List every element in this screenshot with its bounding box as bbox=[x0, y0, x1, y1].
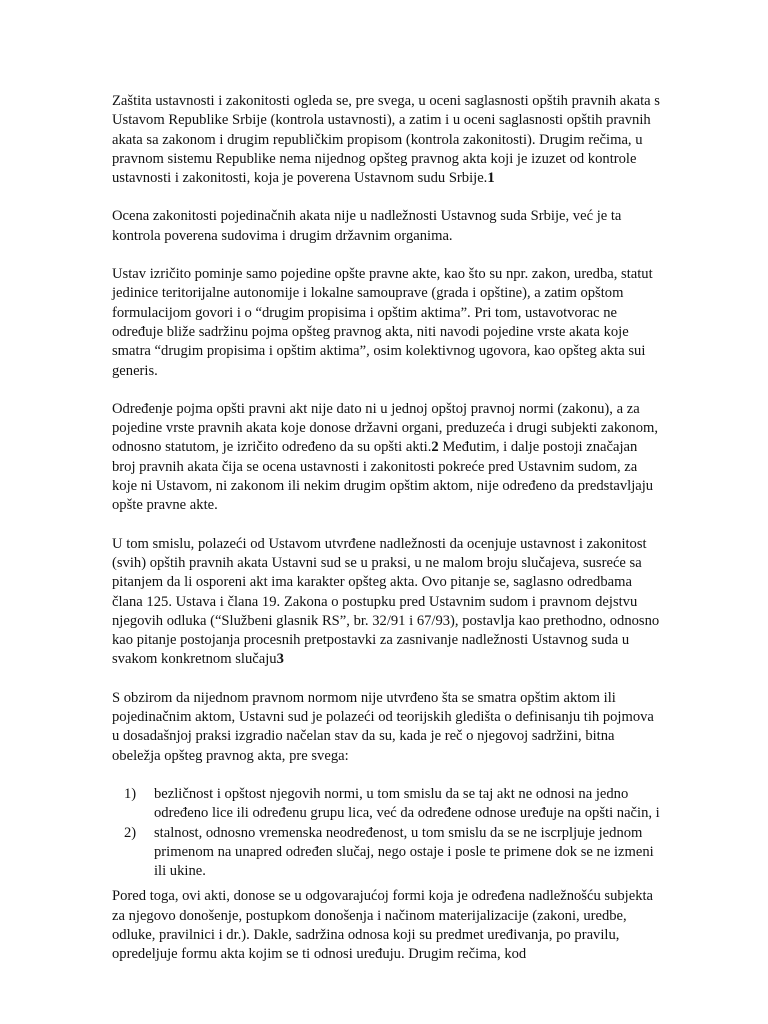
paragraph-4-text-a: Određenje pojma opšti pravni akt nije dato ni u jednoj opštoj pravnoj normi (zakonu), a za pojedine vrste pravnih akata koje donose državni organi, preduzeća i drugi subjekti zakonom, odnosno statutom, je izričito određeno da su opšti akti. bbox=[112, 400, 659, 456]
footnote-ref-3[interactable]: 3 bbox=[276, 651, 284, 668]
paragraph-1 bbox=[112, 92, 664, 188]
paragraph-4 bbox=[112, 400, 664, 516]
paragraph-1-text: Zaštita ustavnosti i zakonitosti ogleda se, pre svega, u oceni saglasnosti opštih pravnih akata s Ustavom Republike Srbije (kontrola ustavnosti), a zatim i u oceni saglasnosti opštih pravnih akata sa zakonom i drugim republičkim propisom (kontrola zakonitosti). Drugim rečima, u pravnom sistemu Republike nema nijednog opšteg pravnog akta koji je izuzet od kontrole ustavnosti i zakonitosti, koja je poverena Ustavnom sudu Srbije. bbox=[112, 93, 660, 187]
list-item bbox=[124, 824, 664, 882]
list-item-number: 2) bbox=[124, 824, 137, 841]
list-item-number: 1) bbox=[124, 785, 137, 802]
paragraph-4-text-b: Međutim, i dalje postoji značajan broj pravnih akata čija se ocena ustavnosti i zakonitosti pokreće pred Ustavnim sudom, za koje ni Ustavom, ni zakonom ili nekim drugim opštim aktom, nije određeno da predstavljaju opšte pravne akte. bbox=[112, 439, 654, 514]
paragraph-2: Ocena zakonitosti pojedinačnih akata nije u nadležnosti Ustavnog suda Srbije, već je ta kontrola poverena sudovima i drugim državnim organima. bbox=[112, 208, 622, 244]
document-page bbox=[112, 92, 664, 965]
list-item-text: bezličnost i opštost njegovih normi, u tom smislu da se taj akt ne odnosi na jedno određeno lice ili određenu grupu lica, već da određene odnose uređuje na opšti način, i bbox=[154, 785, 660, 822]
footnote-ref-1[interactable]: 1 bbox=[487, 170, 495, 187]
list-item-text: stalnost, odnosno vremenska neodređenost, u tom smislu da se ne iscrpljuje jednom primenom na unapred određen slučaj, nego ostaje i posle te primene dok se ne izmeni ili ukine. bbox=[154, 824, 654, 880]
footnote-ref-2[interactable]: 2 bbox=[431, 439, 439, 456]
paragraph-5-text: U tom smislu, polazeći od Ustavom utvrđene nadležnosti da ocenjuje ustavnost i zakonitost (svih) opštih pravnih akata Ustavni sud se u praksi, u ne malom broju slučajeva, susreće sa pitanjem da li osporeni akt ima karakter opšteg akta. Ovo pitanje se, saglasno odredbama člana 125. Ustava i člana 19. Zakona o postupku pred Ustavnim sudom i pravnom dejstvu njegovih odluka (“Službeni glasnik RS”, br. 32/91 i 67/93), postavlja kao prethodno, odnosno kao pitanje postojanja procesnih pretpostavki za zasnivanje nadležnosti Ustavnog suda u svakom konkretnom slučaju bbox=[112, 535, 660, 668]
list-item bbox=[124, 785, 664, 824]
criteria-list bbox=[112, 785, 664, 881]
paragraph-5 bbox=[112, 535, 664, 670]
paragraph-6: S obzirom da nijednom pravnom normom nije utvrđeno šta se smatra opštim aktom ili pojedinačnim aktom, Ustavni sud je polazeći od teorijskih gledišta o definisanju tih pojmova u dosadašnjoj praksi izgradio načelan stav da su, kada je reč o njegovoj sadržini, bitna obeležja opšteg pravnog akta, pre svega: bbox=[112, 689, 654, 764]
paragraph-3: Ustav izričito pominje samo pojedine opšte pravne akte, kao što su npr. zakon, uredba, statut jedinice teritorijalne autonomije i lokalne samouprave (grada i opštine), a zatim opštom formulacijom govori i o “drugim propisima i opštim aktima”. Pri tom, ustavotvorac ne određuje bliže sadržinu pojma opšteg pravnog akta, niti navodi pojedine vrste akata koje smatra “drugim propisima i opštim aktima”, osim kolektivnog ugovora, kao opšteg akta sui generis. bbox=[112, 266, 653, 379]
paragraph-7: Pored toga, ovi akti, donose se u odgovarajućoj formi koja je određena nadležnošću subjekta za njegovo donošenje, postupkom donošenja i načinom materijalizacije (zakoni, uredbe, odluke, pravilnici i dr.). Dakle, sadržina odnosa koji su predmet uređivanja, po pravilu, opredeljuje formu akta kojim se ti odnosi uređuju. Drugim rečima, kod bbox=[112, 888, 654, 963]
